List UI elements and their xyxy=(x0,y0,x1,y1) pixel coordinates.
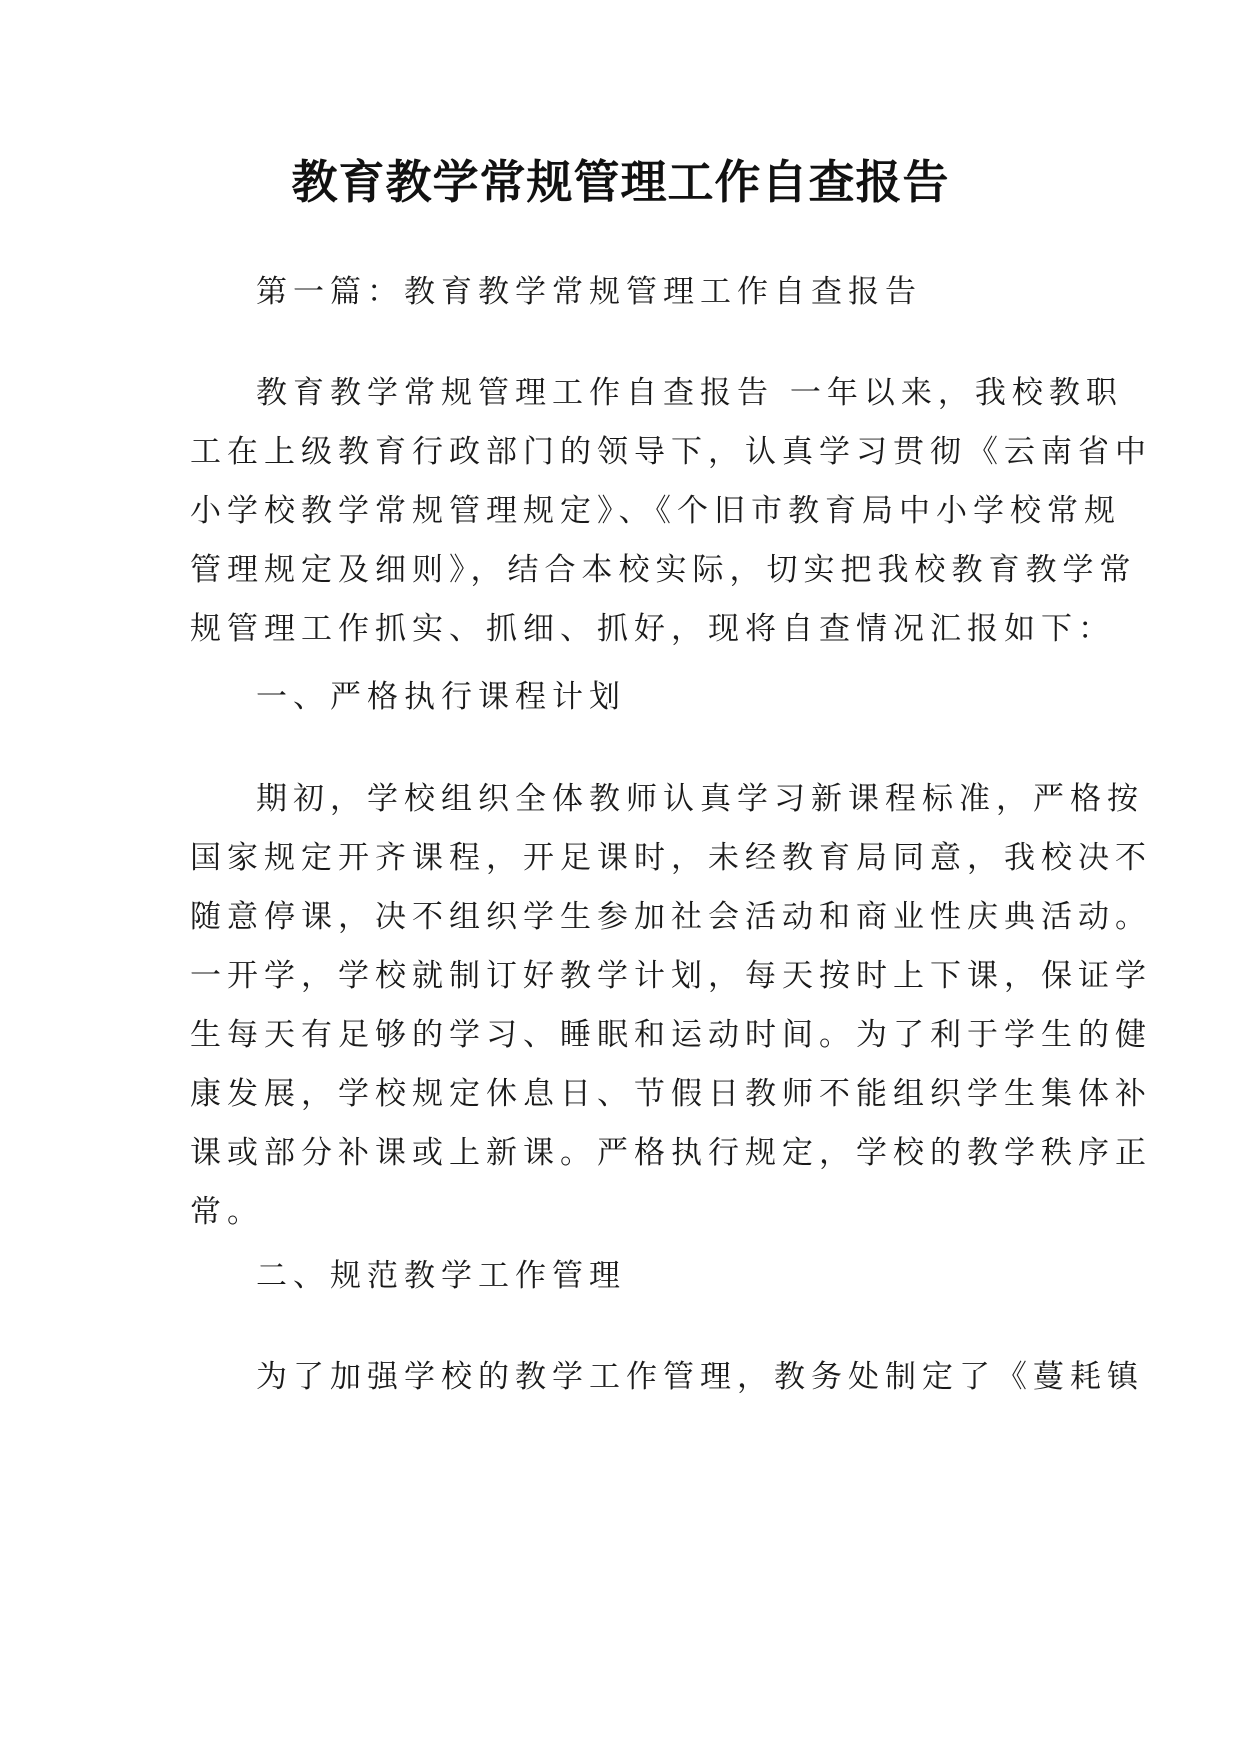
paragraph-line: 规管理工作抓实、抓细、抓好，现将自查情况汇报如下： xyxy=(190,611,1115,647)
paragraph-line: 管理规定及细则》，结合本校实际，切实把我校教育教学常 xyxy=(190,552,1137,588)
paragraph-line: 工在上级教育行政部门的领导下，认真学习贯彻《云南省中 xyxy=(190,434,1152,470)
document-title: 教育教学常规管理工作自查报告 xyxy=(291,155,950,209)
part-heading-block xyxy=(190,263,1058,322)
paragraph-line: 生每天有足够的学习、睡眠和运动时间。为了利于学生的健 xyxy=(190,1017,1152,1053)
paragraph-line: 一开学，学校就制订好教学计划，每天按时上下课，保证学 xyxy=(190,958,1152,994)
paragraph-line: 小学校教学常规管理规定》、《个旧市教育局中小学校常规 xyxy=(190,493,1121,529)
section-heading: 二、规范教学工作管理 xyxy=(256,1258,626,1294)
paragraph-line: 常。 xyxy=(190,1194,264,1230)
paragraph-line: 康发展，学校规定休息日、节假日教师不能组织学生集体补 xyxy=(190,1076,1152,1112)
section-1-heading-block xyxy=(190,668,1058,727)
section-2-heading-block xyxy=(190,1247,1058,1306)
section-1-paragraph xyxy=(190,770,1152,1242)
section-heading: 一、严格执行课程计划 xyxy=(256,679,626,715)
section-2-paragraph xyxy=(190,1348,1144,1407)
paragraph-line: 教育教学常规管理工作自查报告 一年以来，我校教职 xyxy=(256,375,1123,411)
paragraph-line: 课或部分补课或上新课。严格执行规定，学校的教学秩序正 xyxy=(190,1135,1152,1171)
intro-paragraph xyxy=(190,364,1152,659)
paragraph-line: 期初，学校组织全体教师认真学习新课程标准，严格按 xyxy=(256,781,1144,817)
part-heading: 第一篇：教育教学常规管理工作自查报告 xyxy=(256,274,922,310)
paragraph-line: 国家规定开齐课程，开足课时，未经教育局同意，我校决不 xyxy=(190,840,1152,876)
paragraph-line: 为了加强学校的教学工作管理，教务处制定了《蔓耗镇 xyxy=(256,1359,1144,1395)
paragraph-line: 随意停课，决不组织学生参加社会活动和商业性庆典活动。 xyxy=(190,899,1152,935)
